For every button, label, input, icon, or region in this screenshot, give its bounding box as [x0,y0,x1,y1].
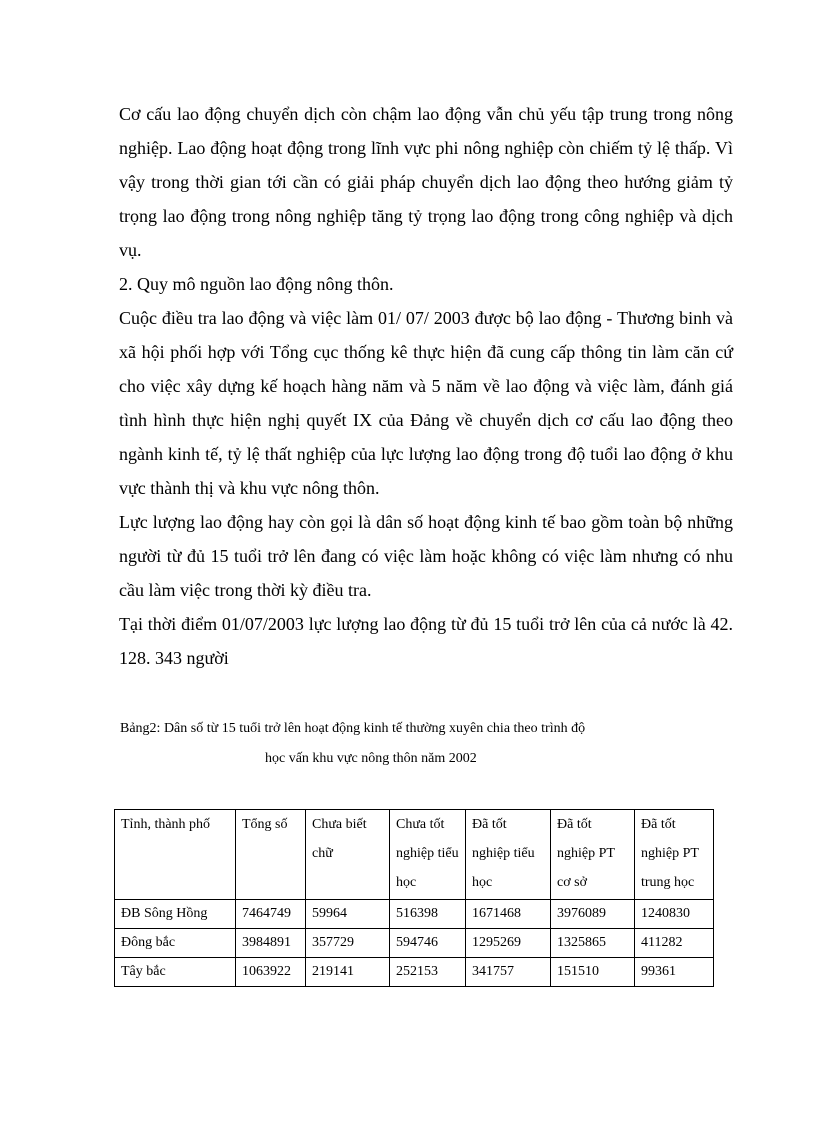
table-header-row [115,810,714,900]
table-cell: 411282 [635,929,714,958]
paragraph-labor-force: Lực lượng lao động hay còn gọi là dân số hoạt động kinh tế bao gồm toàn bộ những người từ đủ 15 tuổi trở lên đang có việc làm hoặc không có việc làm nhưng có nhu cầu làm việc trong thời kỳ điều tra. [119,512,733,600]
table-caption-line-1: Bảng2: Dân số từ 15 tuổi trở lên hoạt động kinh tế thường xuyên chia theo trình độ [120,721,586,736]
header-province: Tỉnh, thành phố [115,810,236,900]
table-cell: 516398 [390,900,466,929]
table-cell: 594746 [390,929,466,958]
table-cell: 1240830 [635,900,714,929]
document-body [119,97,733,675]
paragraph-total-labor: Tại thời điểm 01/07/2003 lực lượng lao động từ đủ 15 tuổi trở lên của cả nước là 42. 128. 343 người [119,614,733,668]
table-caption-line-2: học vấn khu vực nông thôn năm 2002 [265,751,477,766]
table-cell: Đông bắc [115,929,236,958]
table-cell: 99361 [635,958,714,987]
header-upper-secondary: Đã tốt nghiệp PT trung học [635,810,714,900]
table-cell: 1671468 [466,900,551,929]
table-row [115,900,714,929]
table-cell: Tây bắc [115,958,236,987]
table-cell: 219141 [306,958,390,987]
table-cell: 357729 [306,929,390,958]
section-heading: 2. Quy mô nguồn lao động nông thôn. [119,274,394,294]
table-cell: 59964 [306,900,390,929]
header-total: Tổng số [236,810,306,900]
paragraph-labor-structure: Cơ cấu lao động chuyển dịch còn chậm lao động vẫn chủ yếu tập trung trong nông nghiệp. Lao động hoạt động trong lĩnh vực phi nông nghiệp còn chiếm tỷ lệ thấp. Vì vậy trong thời gian tới cần có giải pháp chuyển dịch lao động theo hướng giảm tỷ trọng lao động trong nông nghiệp tăng tỷ trọng lao động trong công nghiệp và dịch vụ. [119,104,733,260]
header-primary: Đã tốt nghiệp tiểu học [466,810,551,900]
table-cell: 151510 [551,958,635,987]
table-cell: 341757 [466,958,551,987]
table-cell: 7464749 [236,900,306,929]
table-cell: ĐB Sông Hồng [115,900,236,929]
table-row [115,958,714,987]
table-cell: 3976089 [551,900,635,929]
table-cell: 1295269 [466,929,551,958]
header-lower-secondary: Đã tốt nghiệp PT cơ sở [551,810,635,900]
table-cell: 1063922 [236,958,306,987]
education-table [114,809,714,987]
header-no-primary: Chưa tốt nghiệp tiểu học [390,810,466,900]
table-row [115,929,714,958]
table-cell: 1325865 [551,929,635,958]
table-caption [120,719,740,769]
table-cell: 3984891 [236,929,306,958]
header-illiterate: Chưa biết chữ [306,810,390,900]
table-cell: 252153 [390,958,466,987]
paragraph-survey: Cuộc điều tra lao động và việc làm 01/ 07/ 2003 được bộ lao động - Thương binh và xã hội phối hợp với Tổng cục thống kê thực hiện đã cung cấp thông tin làm căn cứ cho việc xây dựng kế hoạch hàng năm và 5 năm về lao động và việc làm, đánh giá tình hình thực hiện nghị quyết IX của Đảng về chuyển dịch cơ cấu lao động theo ngành kinh tế, tỷ lệ thất nghiệp của lực lượng lao động trong độ tuổi lao động ở khu vực thành thị và khu vực nông thôn. [119,308,733,498]
